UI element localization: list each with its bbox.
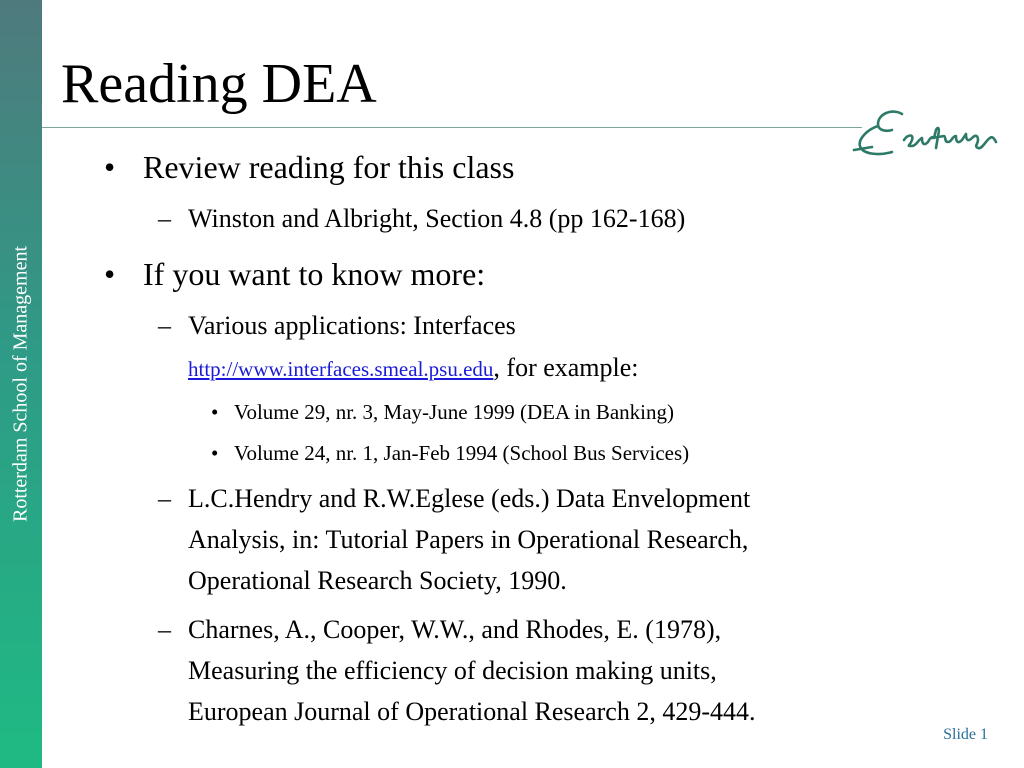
volume-24-item: Volume 24, nr. 1, Jan-Feb 1994 (School Bus Services) bbox=[234, 441, 690, 465]
dash-marker: – bbox=[158, 484, 171, 513]
hendry-ref-line1: L.C.Hendry and R.W.Eglese (eds.) Data Envelopment bbox=[188, 484, 751, 513]
interfaces-link-line bbox=[188, 352, 639, 385]
bullet-review-reading: Review reading for this class bbox=[143, 149, 515, 185]
subbullet-winston: Winston and Albright, Section 4.8 (pp 162-168) bbox=[188, 204, 686, 233]
hendry-ref-line3: Operational Research Society, 1990. bbox=[188, 566, 567, 595]
charnes-ref-line1: Charnes, A., Cooper, W.W., and Rhodes, E. (1978), bbox=[188, 615, 722, 644]
subbullet-interfaces: Various applications: Interfaces bbox=[188, 311, 516, 340]
charnes-ref-line2: Measuring the efficiency of decision making units, bbox=[188, 656, 717, 685]
title-divider bbox=[42, 127, 862, 128]
sidebar-label: Rotterdam School of Management bbox=[9, 245, 32, 523]
dash-marker: – bbox=[158, 615, 171, 644]
interfaces-url-link[interactable]: http://www.interfaces.smeal.psu.edu bbox=[188, 357, 494, 381]
charnes-ref-line3: European Journal of Operational Research 2, 429-444. bbox=[188, 697, 756, 726]
dash-marker: – bbox=[158, 204, 171, 233]
interfaces-example-text: , for example: bbox=[493, 353, 639, 382]
slide-number: Slide 1 bbox=[943, 726, 988, 743]
bullet-marker: • bbox=[104, 256, 116, 292]
bullet-marker: • bbox=[104, 149, 116, 185]
sidebar bbox=[0, 0, 42, 768]
hendry-ref-line2: Analysis, in: Tutorial Papers in Operational Research, bbox=[188, 525, 749, 554]
dash-marker: – bbox=[158, 311, 171, 340]
bullet-know-more: If you want to know more: bbox=[143, 256, 486, 292]
bullet-marker: • bbox=[211, 400, 219, 424]
slide-title: Reading DEA bbox=[61, 53, 377, 115]
erasmus-signature-logo-icon bbox=[852, 100, 1012, 162]
volume-29-item: Volume 29, nr. 3, May-June 1999 (DEA in Banking) bbox=[234, 400, 674, 424]
bullet-marker: • bbox=[211, 441, 219, 465]
